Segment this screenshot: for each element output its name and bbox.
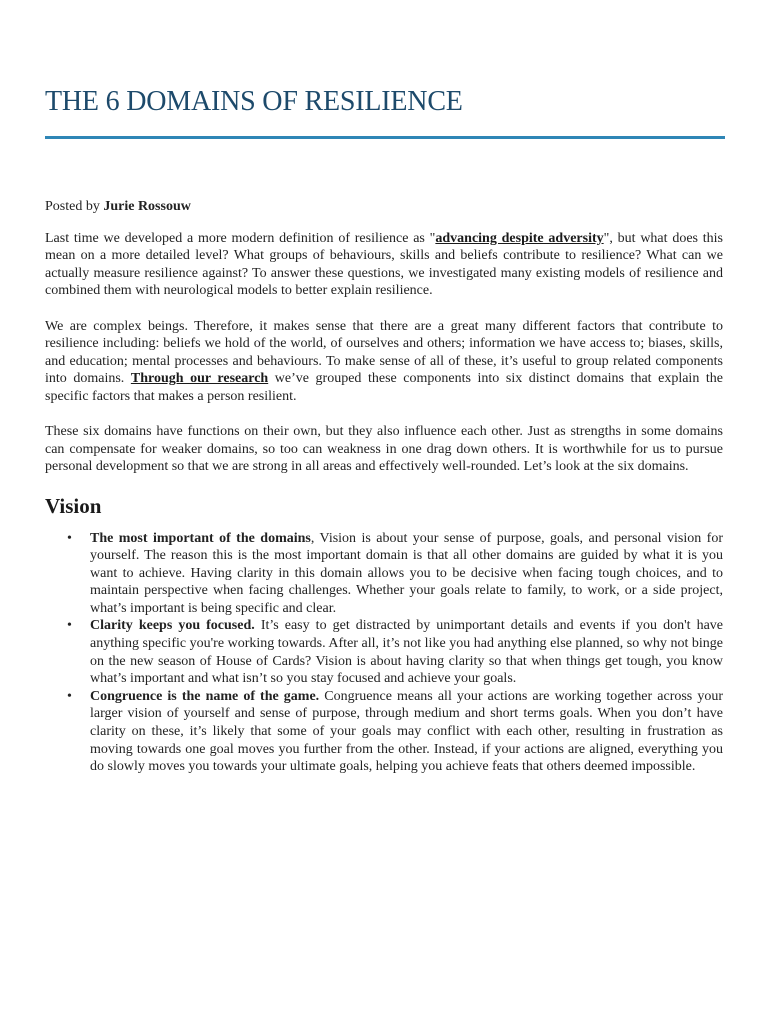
bullet-icon: • [67, 530, 72, 546]
list-item [67, 617, 723, 687]
paragraph-2-start: We are complex beings. Therefore, it makes sense that there are a great many different factors that contribute to resilience including: beliefs we hold of the world, of ourselves and others; information we have access to; biases, skills, and education; mental processes and behaviours. To make sense of all of these, it’s useful to group related components into domains. [45, 318, 723, 387]
article-title: THE 6 DOMAINS OF RESILIENCE [45, 86, 463, 117]
bullet-icon: • [67, 688, 72, 704]
list-item [67, 530, 724, 618]
author-name: Jurie Rossouw [103, 199, 191, 214]
bullet-icon: • [67, 618, 72, 634]
paragraph-3: These six domains have functions on their own, but they also influence each other. Just as strengths in some domains can compensate for weaker domains, so too can weakness in one drag down others. It is worthwhile for us to pursue personal development so that we are strong in all areas and effectively well-rounded. Let’s look at the six domains. [45, 424, 723, 475]
paragraph-1 [45, 230, 723, 300]
byline [45, 198, 723, 216]
paragraph-2-end: we’ve grouped these components into six distinct domains that explain the specific factors that makes a person resilient. [45, 371, 723, 404]
paragraph-2 [45, 318, 723, 406]
point-lead: Congruence is the name of the game. [90, 688, 320, 704]
advancing-despite-adversity-link[interactable]: advancing despite adversity [435, 230, 604, 246]
byline-prefix: Posted by [45, 199, 104, 214]
point-lead: Clarity keeps you focused. [90, 618, 255, 634]
point-lead: The most important of the domains [90, 530, 311, 546]
list-item [67, 688, 723, 776]
vision-points-list [45, 530, 723, 776]
vision-heading: Vision [45, 493, 102, 518]
title-divider [45, 136, 725, 139]
through-our-research-link[interactable]: Through our research [130, 371, 269, 387]
point-text: It’s easy to get distracted by unimportant details and events if you don't have anything specific you're working towards. After all, it’s not like you had anything else planned, so why not binge on the new season of House of Cards? Vision is about having clarity so that when things get tough, you know what’s important and what isn’t so you stay focused and achieve your goals. [90, 618, 723, 687]
article-body [45, 198, 723, 776]
point-text: , Vision is about your sense of purpose, goals, and personal vision for yourself. The reason this is the most important domain is that all other domains are guided by what it is you want to achieve. Having clarity in this domain allows you to be decisive when facing tough choices, and to maintain perspective when facing challenges. Whether your goals relate to family, to work, or a side project, what’s important is being specific and clear. [90, 530, 724, 616]
point-text: Congruence means all your actions are working together across your larger vision of yourself and sense of purpose, through medium and short terms goals. When you don’t have clarity on these, it’s likely that some of your goals may conflict with each other, resulting in frustration as moving towards one goal moves you further from the other. Instead, if your actions are aligned, everything you do slowly moves you towards your ultimate goals, helping you achieve feats that others deemed impossible. [90, 688, 723, 775]
paragraph-1-end: ", but what does this mean on a more detailed level? What groups of behaviours, skills and beliefs contribute to resilience? What can we actually measure resilience against? To answer these questions, we investigated many existing models of resilience and combined them with neurological models to better explain resilience. [45, 230, 723, 299]
paragraph-1-start: Last time we developed a more modern definition of resilience as " [45, 230, 436, 246]
